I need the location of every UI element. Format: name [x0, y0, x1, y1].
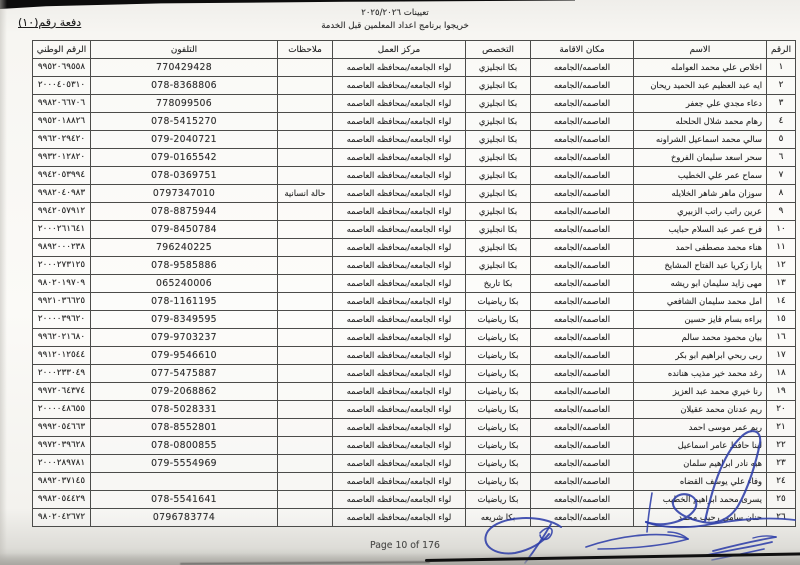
cell-residence: العاصمه/الجامعه	[531, 401, 634, 419]
table-row	[33, 149, 796, 167]
cell-phone: 778099506	[91, 95, 278, 113]
cell-phone: 078-8368806	[91, 77, 278, 95]
cell-national-id: ٩٩٤٢٠٥٣٩٩٤	[33, 167, 91, 185]
cell-phone: 079-2068862	[91, 383, 278, 401]
cell-work-center: لواء الجامعه/بمحافظه العاصمه	[333, 383, 466, 401]
table-row	[33, 203, 796, 221]
table-row	[33, 473, 796, 491]
cell-work-center: لواء الجامعه/بمحافظه العاصمه	[333, 59, 466, 77]
table-row	[33, 383, 796, 401]
cell-notes	[278, 167, 333, 185]
cell-name: يسرى محمد ابراهيم الخطيب	[634, 491, 767, 509]
table-row	[33, 59, 796, 77]
table-row	[33, 419, 796, 437]
table-row	[33, 131, 796, 149]
cell-name: بيان محمود محمد سالم	[634, 329, 767, 347]
cell-name: هناء محمد مصطفى احمد	[634, 239, 767, 257]
scan-edge-artifact-left	[0, 0, 7, 565]
cell-specialization: بكا رياضيات	[466, 347, 531, 365]
cell-specialization: بكا رياضيات	[466, 473, 531, 491]
cell-name: ايه عبد العظيم عبد الحميد ريحان	[634, 77, 767, 95]
cell-specialization: بكا شريعه	[466, 509, 531, 527]
cell-specialization: بكا انجليزي	[466, 221, 531, 239]
cell-name: عرين راتب راتب الزبيري	[634, 203, 767, 221]
cell-residence: العاصمه/الجامعه	[531, 149, 634, 167]
cell-name: اخلاص علي محمد العوامله	[634, 59, 767, 77]
title-line-appointments: تعيينات ٢٠٢٥/٢٠٢٦	[361, 8, 429, 18]
cell-name: سالي محمد اسماعيل الشراونه	[634, 131, 767, 149]
cell-phone: 079-0165542	[91, 149, 278, 167]
cell-name: فرح عمر عبد السلام حبايب	[634, 221, 767, 239]
cell-num: ٩	[767, 203, 796, 221]
cell-work-center: لواء الجامعه/بمحافظه العاصمه	[333, 491, 466, 509]
cell-national-id: ٩٩٨٢٠٤٠٩٨٣	[33, 185, 91, 203]
table-row	[33, 509, 796, 527]
cell-national-id: ٩٩٥٢٠٦٩٥٥٨	[33, 59, 91, 77]
table-row	[33, 221, 796, 239]
table-row	[33, 347, 796, 365]
cell-num: ٣	[767, 95, 796, 113]
cell-notes	[278, 347, 333, 365]
cell-num: ٨	[767, 185, 796, 203]
cell-num: ١٦	[767, 329, 796, 347]
cell-num: ٢٦	[767, 509, 796, 527]
cell-work-center: لواء الجامعه/بمحافظه العاصمه	[333, 509, 466, 527]
cell-specialization: بكا انجليزي	[466, 59, 531, 77]
cell-work-center: لواء الجامعه/بمحافظه العاصمه	[333, 239, 466, 257]
cell-work-center: لواء الجامعه/بمحافظه العاصمه	[333, 221, 466, 239]
cell-residence: العاصمه/الجامعه	[531, 131, 634, 149]
cell-name: رنا خيري محمد عبد العزيز	[634, 383, 767, 401]
cell-notes	[278, 329, 333, 347]
cell-phone: 078-5028331	[91, 401, 278, 419]
cell-name: مهى زايد سليمان ابو ريشه	[634, 275, 767, 293]
cell-notes	[278, 401, 333, 419]
cell-phone: 078-1161195	[91, 293, 278, 311]
cell-work-center: لواء الجامعه/بمحافظه العاصمه	[333, 167, 466, 185]
cell-phone: 078-0369751	[91, 167, 278, 185]
cell-num: ٦	[767, 149, 796, 167]
cell-national-id: ٩٨٩٢٠٣٧١٤٥	[33, 473, 91, 491]
cell-national-id: ٩٩٢١٠٣٦٦٢٥	[33, 293, 91, 311]
cell-phone: 079-8349595	[91, 311, 278, 329]
cell-notes	[278, 311, 333, 329]
cell-national-id: ٩٩٨٢٠٥٤٤٢٩	[33, 491, 91, 509]
appointments-table	[32, 40, 796, 527]
cell-national-id: ٩٩٩٢٠٥٤٦٦٣	[33, 419, 91, 437]
header-name: الاسم	[634, 41, 767, 59]
table-row	[33, 95, 796, 113]
cell-specialization: بكا رياضيات	[466, 455, 531, 473]
cell-work-center: لواء الجامعه/بمحافظه العاصمه	[333, 257, 466, 275]
cell-phone: 079-2040721	[91, 131, 278, 149]
cell-phone: 079-8450784	[91, 221, 278, 239]
cell-num: ١٠	[767, 221, 796, 239]
cell-national-id: ٢٠٠٠٢٧٣١٢٥	[33, 257, 91, 275]
cell-national-id: ٢٠٠٠٤٠٥٣١٠	[33, 77, 91, 95]
cell-phone: 770429428	[91, 59, 278, 77]
cell-phone: 079-9546610	[91, 347, 278, 365]
signature-swoosh	[586, 532, 688, 549]
cell-num: ٢	[767, 77, 796, 95]
cell-num: ٧	[767, 167, 796, 185]
cell-notes	[278, 293, 333, 311]
page-number: Page 10 of 176	[370, 540, 440, 551]
table-row	[33, 239, 796, 257]
cell-num: ٢٠	[767, 401, 796, 419]
cell-specialization: بكا تاريخ	[466, 275, 531, 293]
cell-num: ١٢	[767, 257, 796, 275]
cell-name: هبه نادر ابراهيم سلمان	[634, 455, 767, 473]
cell-specialization: بكا رياضيات	[466, 365, 531, 383]
cell-num: ٢٤	[767, 473, 796, 491]
cell-work-center: لواء الجامعه/بمحافظه العاصمه	[333, 275, 466, 293]
cell-specialization: بكا انجليزي	[466, 95, 531, 113]
header-notes: ملاحظات	[278, 41, 333, 59]
cell-notes	[278, 77, 333, 95]
cell-national-id: ٩٩٦٢٠٢٩٤٢٠	[33, 131, 91, 149]
cell-num: ٢٢	[767, 437, 796, 455]
cell-specialization: بكا رياضيات	[466, 311, 531, 329]
cell-residence: العاصمه/الجامعه	[531, 419, 634, 437]
cell-num: ٢٣	[767, 455, 796, 473]
cell-phone: 078-5541641	[91, 491, 278, 509]
cell-num: ١٧	[767, 347, 796, 365]
cell-name: ريم عمر موسى احمد	[634, 419, 767, 437]
header-work-center: مركز العمل	[333, 41, 466, 59]
cell-phone: 079-5554969	[91, 455, 278, 473]
cell-notes	[278, 509, 333, 527]
cell-work-center: لواء الجامعه/بمحافظه العاصمه	[333, 419, 466, 437]
cell-work-center: لواء الجامعه/بمحافظه العاصمه	[333, 293, 466, 311]
cell-phone: 078-0800855	[91, 437, 278, 455]
cell-name: سماح عمر علي الخطيب	[634, 167, 767, 185]
cell-work-center: لواء الجامعه/بمحافظه العاصمه	[333, 473, 466, 491]
table-row	[33, 455, 796, 473]
cell-name: يارا زكريا عبد الفتاح المشايخ	[634, 257, 767, 275]
cell-notes	[278, 131, 333, 149]
cell-national-id: ٢٠٠٠٢٣٣٠٤٩	[33, 365, 91, 383]
table-row	[33, 275, 796, 293]
cell-phone: 0797347010	[91, 185, 278, 203]
header-number: الرقم	[767, 41, 796, 59]
cell-work-center: لواء الجامعه/بمحافظه العاصمه	[333, 437, 466, 455]
cell-work-center: لواء الجامعه/بمحافظه العاصمه	[333, 203, 466, 221]
cell-phone: 065240006	[91, 275, 278, 293]
cell-residence: العاصمه/الجامعه	[531, 347, 634, 365]
header-phone: التلفون	[91, 41, 278, 59]
cell-work-center: لواء الجامعه/بمحافظه العاصمه	[333, 185, 466, 203]
cell-name: رغد محمد خير مذيب هنانده	[634, 365, 767, 383]
cell-national-id: ٢٠٠٠٠٤٨٦٥٥	[33, 401, 91, 419]
table-row	[33, 113, 796, 131]
cell-name: رهام محمد شلال الحلحله	[634, 113, 767, 131]
cell-name: سوزان ماهر شاهر الخلايله	[634, 185, 767, 203]
header-national-id: الرقم الوطني	[33, 41, 91, 59]
cell-national-id: ٩٩٥٢٠١٨٨٢٦	[33, 113, 91, 131]
cell-residence: العاصمه/الجامعه	[531, 113, 634, 131]
cell-residence: العاصمه/الجامعه	[531, 239, 634, 257]
cell-phone: 0796783774	[91, 509, 278, 527]
cell-specialization: بكا انجليزي	[466, 131, 531, 149]
cell-notes	[278, 383, 333, 401]
cell-national-id: ٩٩٧٢٠٣٩٦٢٨	[33, 437, 91, 455]
table-header-row	[33, 41, 796, 59]
cell-num: ١٩	[767, 383, 796, 401]
cell-name: لينا حافظ عامر اسماعيل	[634, 437, 767, 455]
cell-work-center: لواء الجامعه/بمحافظه العاصمه	[333, 113, 466, 131]
cell-work-center: لواء الجامعه/بمحافظه العاصمه	[333, 311, 466, 329]
cell-residence: العاصمه/الجامعه	[531, 329, 634, 347]
table-row	[33, 311, 796, 329]
cell-residence: العاصمه/الجامعه	[531, 365, 634, 383]
cell-national-id: ٢٠٠٠٢٨٩٧٨١	[33, 455, 91, 473]
cell-national-id: ٩٩٦٢٠٢١٦٨٠	[33, 329, 91, 347]
cell-work-center: لواء الجامعه/بمحافظه العاصمه	[333, 455, 466, 473]
cell-residence: العاصمه/الجامعه	[531, 383, 634, 401]
cell-residence: العاصمه/الجامعه	[531, 167, 634, 185]
cell-num: ٥	[767, 131, 796, 149]
cell-specialization: بكا رياضيات	[466, 491, 531, 509]
cell-notes	[278, 365, 333, 383]
cell-num: ٢٥	[767, 491, 796, 509]
cell-notes	[278, 275, 333, 293]
header-specialization: التخصص	[466, 41, 531, 59]
cell-notes	[278, 257, 333, 275]
cell-name: ربى ربحي ابراهيم ابو بكر	[634, 347, 767, 365]
cell-national-id: ٩٩١٢٠١٢٥٤٤	[33, 347, 91, 365]
cell-national-id: ٩٨٩٢٠٠٠٢٣٨	[33, 239, 91, 257]
cell-national-id: ٩٩٧٢٠٦٤٣٧٤	[33, 383, 91, 401]
cell-specialization: بكا رياضيات	[466, 437, 531, 455]
cell-num: ١	[767, 59, 796, 77]
cell-phone: 078-8552801	[91, 419, 278, 437]
cell-notes	[278, 491, 333, 509]
document-title	[245, 7, 545, 34]
cell-num: ١١	[767, 239, 796, 257]
cell-national-id: ٩٩٨٢٠٦٦٧٠٦	[33, 95, 91, 113]
cell-notes: حالة انسانية	[278, 185, 333, 203]
cell-notes	[278, 203, 333, 221]
cell-national-id: ٩٩٤٢٠٥٧٩١٢	[33, 203, 91, 221]
cell-notes	[278, 59, 333, 77]
cell-residence: العاصمه/الجامعه	[531, 221, 634, 239]
table-row	[33, 167, 796, 185]
cell-residence: العاصمه/الجامعه	[531, 275, 634, 293]
cell-work-center: لواء الجامعه/بمحافظه العاصمه	[333, 131, 466, 149]
cell-residence: العاصمه/الجامعه	[531, 437, 634, 455]
cell-specialization: بكا انجليزي	[466, 239, 531, 257]
cell-notes	[278, 239, 333, 257]
cell-specialization: بكا انجليزي	[466, 203, 531, 221]
cell-notes	[278, 149, 333, 167]
cell-specialization: بكا رياضيات	[466, 419, 531, 437]
cell-notes	[278, 113, 333, 131]
cell-residence: العاصمه/الجامعه	[531, 473, 634, 491]
cell-phone: 078-5415270	[91, 113, 278, 131]
cell-national-id: ٩٨٠٢٠٤٢٦٧٢	[33, 509, 91, 527]
cell-residence: العاصمه/الجامعه	[531, 257, 634, 275]
cell-phone: 078-8875944	[91, 203, 278, 221]
cell-work-center: لواء الجامعه/بمحافظه العاصمه	[333, 149, 466, 167]
cell-specialization: بكا رياضيات	[466, 329, 531, 347]
table-row	[33, 257, 796, 275]
cell-specialization: بكا رياضيات	[466, 293, 531, 311]
cell-notes	[278, 221, 333, 239]
cell-specialization: بكا انجليزي	[466, 77, 531, 95]
table-row	[33, 77, 796, 95]
cell-phone: 077-5475887	[91, 365, 278, 383]
header-residence: مكان الاقامة	[531, 41, 634, 59]
cell-residence: العاصمه/الجامعه	[531, 203, 634, 221]
cell-name: براءه بسام فايز حسين	[634, 311, 767, 329]
cell-num: ٢١	[767, 419, 796, 437]
cell-residence: العاصمه/الجامعه	[531, 293, 634, 311]
cell-residence: العاصمه/الجامعه	[531, 509, 634, 527]
cell-notes	[278, 455, 333, 473]
title-line-program: خريجوا برنامج اعداد المعلمين قبل الخدمة	[321, 21, 469, 32]
batch-number-label: دفعة رقم(١٠)	[18, 16, 82, 29]
cell-work-center: لواء الجامعه/بمحافظه العاصمه	[333, 365, 466, 383]
table-row	[33, 185, 796, 203]
cell-work-center: لواء الجامعه/بمحافظه العاصمه	[333, 401, 466, 419]
table-row	[33, 437, 796, 455]
cell-phone: 079-9703237	[91, 329, 278, 347]
cell-num: ١٨	[767, 365, 796, 383]
table-row	[33, 401, 796, 419]
cell-work-center: لواء الجامعه/بمحافظه العاصمه	[333, 347, 466, 365]
cell-specialization: بكا انجليزي	[466, 167, 531, 185]
cell-num: ١٤	[767, 293, 796, 311]
cell-residence: العاصمه/الجامعه	[531, 77, 634, 95]
cell-residence: العاصمه/الجامعه	[531, 59, 634, 77]
cell-residence: العاصمه/الجامعه	[531, 95, 634, 113]
cell-phone	[91, 473, 278, 491]
cell-specialization: بكا رياضيات	[466, 401, 531, 419]
cell-name: ريم عدنان محمد عقيلان	[634, 401, 767, 419]
cell-specialization: بكا رياضيات	[466, 383, 531, 401]
cell-national-id: ٢٠٠٠٠٣٩٦٢٠	[33, 311, 91, 329]
table-body	[33, 59, 796, 527]
table-row	[33, 491, 796, 509]
table-row	[33, 365, 796, 383]
cell-notes	[278, 95, 333, 113]
cell-notes	[278, 437, 333, 455]
cell-residence: العاصمه/الجامعه	[531, 311, 634, 329]
cell-name: وفاء علي يوسف القضاه	[634, 473, 767, 491]
cell-national-id: ٩٩٣٢٠١٢٨٢٠	[33, 149, 91, 167]
table-row	[33, 329, 796, 347]
cell-name: امل محمد سليمان الشافعي	[634, 293, 767, 311]
cell-phone: 078-9585886	[91, 257, 278, 275]
cell-specialization: بكا انجليزي	[466, 257, 531, 275]
cell-num: ١٥	[767, 311, 796, 329]
cell-specialization: بكا انجليزي	[466, 185, 531, 203]
cell-national-id: ٢٠٠٠٢٦١٦٤١	[33, 221, 91, 239]
cell-work-center: لواء الجامعه/بمحافظه العاصمه	[333, 329, 466, 347]
cell-notes	[278, 419, 333, 437]
cell-num: ٤	[767, 113, 796, 131]
cell-notes	[278, 473, 333, 491]
cell-residence: العاصمه/الجامعه	[531, 455, 634, 473]
cell-work-center: لواء الجامعه/بمحافظه العاصمه	[333, 95, 466, 113]
table-row	[33, 293, 796, 311]
cell-name: حنان سامي رحيب محمد	[634, 509, 767, 527]
cell-national-id: ٩٨٠٢٠١٩٧٠٩	[33, 275, 91, 293]
cell-num: ١٣	[767, 275, 796, 293]
cell-residence: العاصمه/الجامعه	[531, 491, 634, 509]
cell-name: دعاء مجدي علي جعفر	[634, 95, 767, 113]
cell-specialization: بكا انجليزي	[466, 149, 531, 167]
cell-residence: العاصمه/الجامعه	[531, 185, 634, 203]
cell-name: سحر اسعد سليمان الفروخ	[634, 149, 767, 167]
cell-specialization: بكا انجليزي	[466, 113, 531, 131]
cell-phone: 796240225	[91, 239, 278, 257]
cell-work-center: لواء الجامعه/بمحافظه العاصمه	[333, 77, 466, 95]
